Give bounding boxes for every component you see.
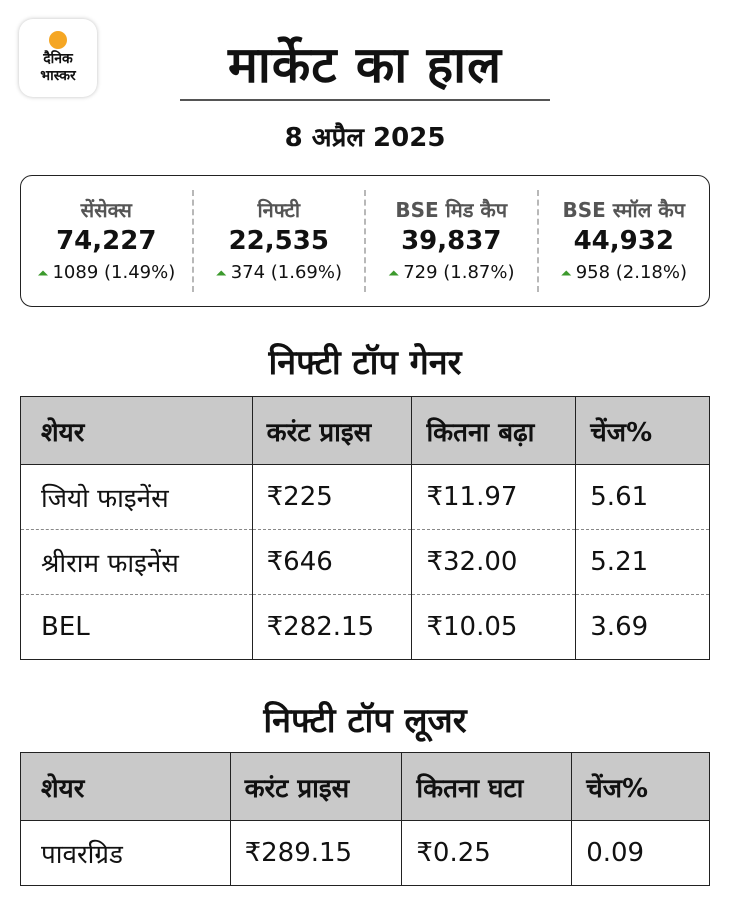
index-value: 22,535	[228, 226, 329, 256]
col-header-change-amount: कितना बढ़ा	[412, 397, 576, 465]
table-header-row	[21, 753, 710, 821]
index-bse-midcap	[364, 190, 537, 292]
index-value: 74,227	[56, 226, 157, 256]
index-change-text: 958 (2.18%)	[575, 262, 687, 283]
cell-share: BEL	[21, 595, 253, 660]
index-name: सेंसेक्स	[80, 198, 132, 222]
cell-change-pct: 5.61	[576, 465, 710, 530]
index-value: 44,932	[573, 226, 674, 256]
col-header-change-pct: चेंज%	[572, 753, 710, 821]
index-change	[21, 258, 192, 289]
index-change	[194, 258, 365, 289]
cell-share: पावरग्रिड	[21, 821, 231, 886]
up-arrow-icon: ⏶	[387, 266, 400, 282]
logo-line2: भास्कर	[40, 68, 76, 84]
cell-price: ₹646	[252, 530, 412, 595]
index-change-text: 374 (1.69%)	[230, 262, 342, 283]
title-underline	[180, 99, 550, 101]
index-name: निफ्टी	[257, 198, 300, 222]
losers-title: निफ्टी टॉप लूजर	[263, 701, 467, 741]
up-arrow-icon: ⏶	[37, 266, 49, 282]
index-change-text: 729 (1.87%)	[403, 262, 515, 283]
index-change	[366, 258, 537, 289]
gainers-table	[20, 396, 710, 660]
index-change	[539, 258, 710, 289]
cell-price: ₹225	[252, 465, 412, 530]
table-row	[21, 465, 710, 530]
table-row	[21, 821, 710, 886]
col-header-share: शेयर	[21, 397, 253, 465]
col-header-change-amount: कितना घटा	[402, 753, 572, 821]
index-value: 39,837	[401, 226, 502, 256]
dainik-bhaskar-logo	[19, 19, 97, 97]
up-arrow-icon: ⏶	[560, 266, 572, 282]
index-bse-smallcap	[537, 190, 710, 292]
col-header-price: करंट प्राइस	[252, 397, 412, 465]
index-name: BSE मिड कैप	[395, 198, 508, 222]
cell-change-pct: 3.69	[576, 595, 710, 660]
index-sensex	[21, 190, 192, 292]
col-header-share: शेयर	[21, 753, 231, 821]
cell-change-amount: ₹32.00	[412, 530, 576, 595]
gainers-title: निफ्टी टॉप गेनर	[268, 343, 462, 383]
logo-line1: दैनिक	[43, 51, 73, 67]
cell-change-amount: ₹0.25	[402, 821, 572, 886]
cell-change-amount: ₹10.05	[412, 595, 576, 660]
table-header-row	[21, 397, 710, 465]
up-arrow-icon: ⏶	[215, 266, 227, 282]
col-header-change-pct: चेंज%	[576, 397, 710, 465]
indices-panel	[20, 175, 710, 307]
report-date: 8 अप्रैल 2025	[284, 123, 446, 153]
page-title: मार्केट का हाल	[227, 36, 502, 94]
cell-price: ₹289.15	[230, 821, 402, 886]
cell-change-pct: 5.21	[576, 530, 710, 595]
index-name: BSE स्मॉल कैप	[562, 198, 685, 222]
col-header-price: करंट प्राइस	[230, 753, 402, 821]
cell-price: ₹282.15	[252, 595, 412, 660]
sun-icon	[49, 31, 67, 49]
losers-table	[20, 752, 710, 886]
cell-share: जियो फाइनेंस	[21, 465, 253, 530]
index-change-text: 1089 (1.49%)	[52, 262, 176, 283]
index-nifty	[192, 190, 365, 292]
cell-change-amount: ₹11.97	[412, 465, 576, 530]
table-row	[21, 530, 710, 595]
cell-change-pct: 0.09	[572, 821, 710, 886]
table-row	[21, 595, 710, 660]
cell-share: श्रीराम फाइनेंस	[21, 530, 253, 595]
